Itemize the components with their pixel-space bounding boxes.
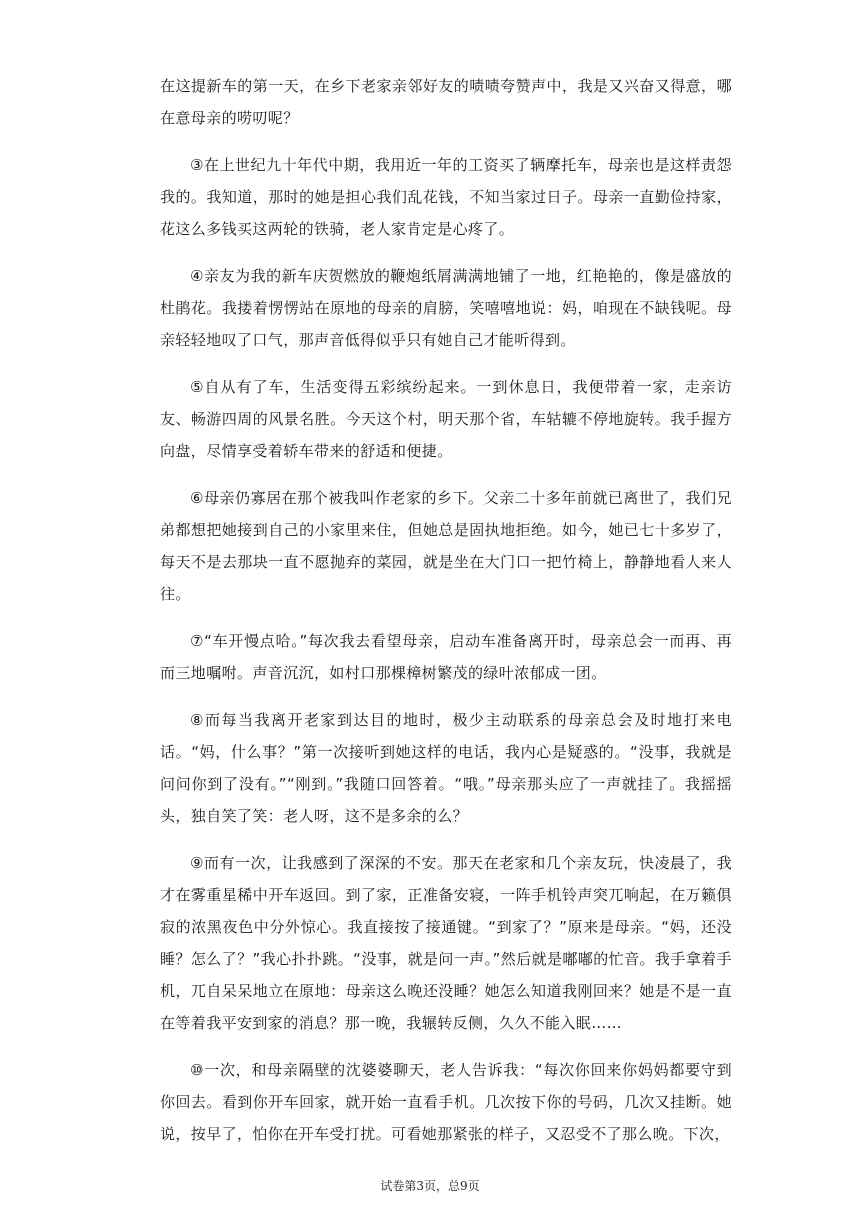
paragraph-5: ⑤自从有了车，生活变得五彩缤纷起来。一到休息日，我便带着一家，走亲访友、畅游四周的风景名胜。今天这个村，明天那个省，车轱辘不停地旋转。我手握方向盘，尽情享受着轿车带来的舒适和便捷。	[160, 378, 732, 460]
paragraph-8: ⑧而每当我离开老家到达目的地时，极少主动联系的母亲总会及时地打来电话。“妈，什么事？”第一次接听到她这样的电话，我内心是疑惑的。“没事，我就是问问你到了没有。”“刚到。”我随口回答着。“哦。”母亲那头应了一声就挂了。我摇摇头，独自笑了笑：老人呀，这不是多余的么？	[160, 711, 732, 825]
paragraph-3: ③在上世纪九十年代中期，我用近一年的工资买了辆摩托车，母亲也是这样责怨我的。我知道，那时的她是担心我们乱花钱，不知当家过日子。母亲一直勤俭持家，花这么多钱买这两轮的铁骑，老人家肯定是心疼了。	[160, 156, 732, 238]
paragraph-4: ④亲友为我的新车庆贺燃放的鞭炮纸屑满满地铺了一地，红艳艳的，像是盛放的杜鹃花。我搂着愣愣站在原地的母亲的肩膀，笑嘻嘻地说：妈，咱现在不缺钱呢。母亲轻轻地叹了口气，那声音低得似乎只有她自己才能听得到。	[160, 267, 732, 349]
article-body	[160, 70, 732, 1165]
paragraph-continued: 在这提新车的第一天，在乡下老家亲邻好友的啧啧夸赞声中，我是又兴奋又得意，哪在意母亲的唠叨呢？	[160, 77, 732, 127]
page-footer: 试卷第3页，总9页	[380, 1179, 480, 1193]
paragraph-7: ⑦“车开慢点哈。”每次我去看望母亲，启动车准备离开时，母亲总会一而再、再而三地嘱咐。声音沉沉，如村口那棵樟树繁茂的绿叶浓郁成一团。	[160, 632, 732, 682]
paragraph-9: ⑨而有一次，让我感到了深深的不安。那天在老家和几个亲友玩，快凌晨了，我才在雾重星稀中开车返回。到了家，正准备安寝，一阵手机铃声突兀响起，在万籁俱寂的浓黑夜色中分外惊心。我直接按了接通键。“到家了？”原来是母亲。“妈，还没睡？怎么了？”我心扑扑跳。“没事，就是问一声。”然后就是嘟嘟的忙音。我手拿着手机，兀自呆呆地立在原地：母亲这么晚还没睡？她怎么知道我刚回来？她是不是一直在等着我平安到家的消息？那一晚，我辗转反侧，久久不能入眠……	[160, 854, 732, 1032]
paragraph-10: ⑩一次，和母亲隔壁的沈婆婆聊天，老人告诉我：“每次你回来你妈妈都要守到你回去。看到你开车回家，就开始一直看手机。几次按下你的号码，几次又挂断。她说，按早了，怕你在开车受打扰。可看她那紧张的样子，又忍受不了那么晚。下次，	[160, 1061, 732, 1143]
paragraph-6: ⑥母亲仍寡居在那个被我叫作老家的乡下。父亲二十多年前就已离世了，我们兄弟都想把她接到自己的小家里来住，但她总是固执地拒绝。如今，她已七十多岁了，每天不是去那块一直不愿抛弃的菜园，就是坐在大门口一把竹椅上，静静地看人来人往。	[160, 489, 732, 603]
